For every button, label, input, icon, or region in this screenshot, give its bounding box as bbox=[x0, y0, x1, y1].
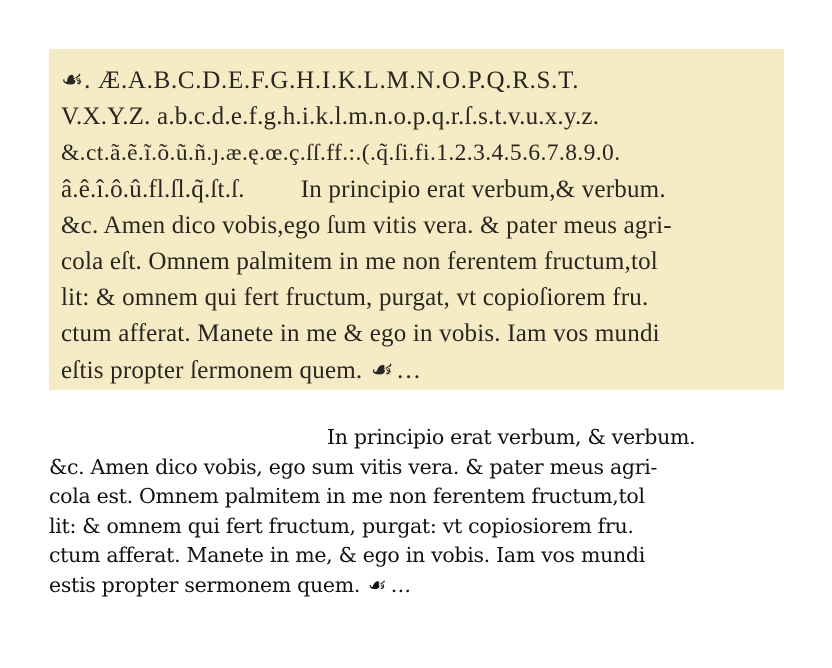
transcription-line-6-text: estis propter sermonem quem. bbox=[49, 572, 361, 597]
specimen-line-8: ctum afferat. Manete in me & ego in vobis. Iam vos mundi bbox=[61, 320, 660, 348]
specimen-line-4-glyphs: â.ê.î.ô.û.fl.ſl.q̃.ſt.ſ. bbox=[61, 175, 245, 203]
specimen-line-5: &c. Amen dico vobis,ego ſum vitis vera. & pater meus agri- bbox=[61, 211, 672, 239]
transcription-line-2: &c. Amen dico vobis, ego sum vitis vera. & pater meus agri- bbox=[49, 454, 658, 479]
specimen-line-3: &.ct.ã.ẽ.ĩ.õ.ũ.ñ.ȷ.æ.ę.œ.ç.ſſ.ff.:.(.q̃.ſi.fi.1.2.3.4.5.6.7.8.9.0. bbox=[61, 140, 621, 167]
specimen-line-4-text: In principio erat verbum,& verbum. bbox=[300, 175, 666, 203]
fleuron-ornament: ☙ … bbox=[368, 356, 421, 384]
specimen-line-7: lit: & omnem qui fert fructum, purgat, vt copioſiorem fru. bbox=[61, 284, 649, 312]
transcription-line-1: In principio erat verbum, & verbum. bbox=[327, 425, 696, 449]
specimen-line-1: ☙. Æ.A.B.C.D.E.F.G.H.I.K.L.M.N.O.P.Q.R.S.T. bbox=[61, 67, 580, 94]
specimen-line-4 bbox=[61, 172, 776, 208]
type-specimen-scan bbox=[49, 49, 784, 390]
transcription-line-4: lit: & omnem qui fert fructum, purgat: vt copiosiorem fru. bbox=[49, 513, 634, 538]
specimen-line-6: cola eſt. Omnem palmitem in me non ferentem fructum,tol bbox=[61, 248, 658, 276]
modern-transcription bbox=[49, 423, 789, 601]
transcription-line-5: ctum afferat. Manete in me, & ego in vobis. Iam vos mundi bbox=[49, 543, 645, 568]
transcription-line-6 bbox=[49, 571, 789, 601]
ending-ornament: ☙ … bbox=[366, 572, 411, 597]
specimen-line-9-text: eſtis propter ſermonem quem. bbox=[61, 356, 363, 384]
specimen-line-2: V.X.Y.Z. a.b.c.d.e.f.g.h.i.k.l.m.n.o.p.q.r.ſ.s.t.v.u.x.y.z. bbox=[61, 103, 600, 131]
specimen-line-9 bbox=[61, 353, 776, 389]
transcription-line-3: cola est. Omnem palmitem in me non ferentem fructum,tol bbox=[49, 484, 645, 509]
